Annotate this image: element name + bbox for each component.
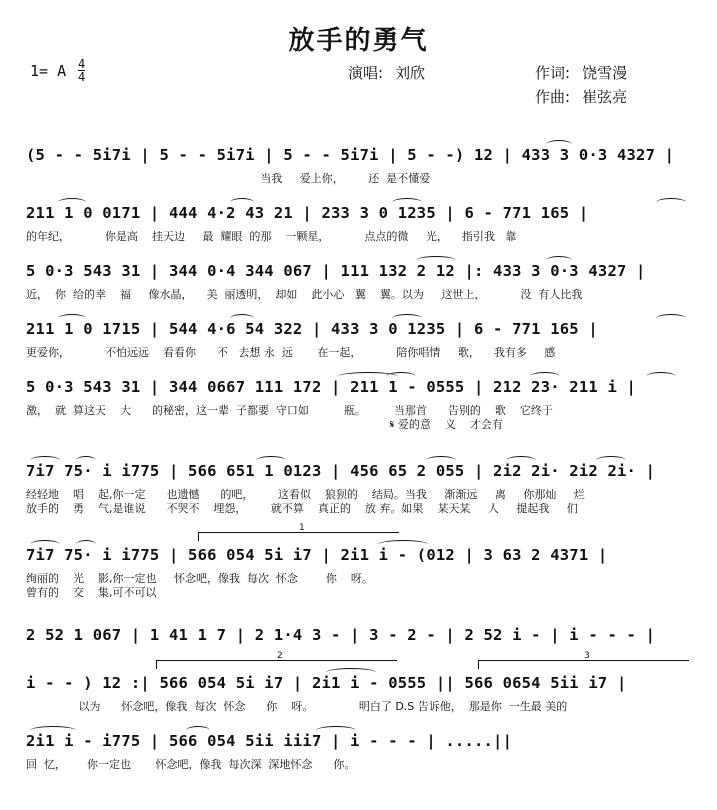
score-line-1 [26, 134, 692, 196]
volta-bracket-2: 2 [156, 660, 397, 669]
lyrics-verse-1: 更爱你， 不怕远远 看看你 不 去想 永 远 在一起， 陪你唱情 歌， 我有多 感 [26, 346, 556, 359]
tie-arc [230, 314, 254, 323]
song-title: 放手的勇气 [288, 26, 429, 56]
composer-credit [535, 86, 627, 107]
tie-arc [530, 372, 560, 381]
tie-arc [30, 456, 60, 465]
time-signature-top: 4 [78, 57, 86, 71]
score-line-7 [26, 523, 692, 599]
score-line-3 [26, 250, 692, 312]
tie-arc [30, 726, 76, 735]
notation: 211 1 0 0171 | 444 4·2 43 21 | 233 3 0 1235 | 6 - 771 165 | [26, 204, 589, 222]
notation: 7i7 75· i i775 | 566 054 5i i7 | 2i1 i - (012 | 3 63 2 4371 | [26, 546, 608, 564]
lyrics-verse-2: 放手的 勇 气,是谁说 不哭不 埋怨， 就不算 真正的 放 弃。如果 某天某 人 提起我 们 [26, 502, 578, 515]
notation: 7i7 75· i i775 | 566 651 1 0123 | 456 65 2 055 | 2i2 2i· 2i2 2i· | [26, 462, 656, 480]
lyrics-verse-1: 绚丽的 光 影,你一定也 怀念吧，像我 每次 怀念 你 呀。 [26, 572, 373, 585]
tie-arc [76, 540, 96, 549]
lyrics-verse-1: 回 忆， 你一定也 怀念吧，像我 每次深 深地怀念 你。 [26, 758, 356, 771]
key-signature: 1= A [30, 62, 67, 80]
lyricist-name: 饶雪漫 [582, 64, 628, 82]
score-line-9 [26, 651, 692, 724]
volta-bracket-1: 1 [198, 532, 399, 541]
volta-bracket-3: 3 [478, 660, 689, 669]
singer-credit [348, 62, 425, 83]
lyrics-verse-2: 曾有的 交 集,可不可以 [26, 586, 157, 599]
tie-arc [30, 540, 60, 549]
singer-name: 刘欣 [395, 64, 426, 82]
tie-arc [58, 198, 86, 207]
tie-arc [58, 314, 86, 323]
score-line-5 [26, 366, 692, 431]
score-line-2 [26, 192, 692, 254]
lyricist-label: 作词: [535, 64, 571, 82]
lyrics-verse-2: 𝄋 爱的意 义 才会有 [26, 418, 503, 431]
tie-arc [656, 198, 686, 207]
lyrics-verse-1: 当我 爱上你， 还 是不懂爱 [26, 172, 431, 185]
tie-arc [546, 256, 572, 265]
notation: 5 0·3 543 31 | 344 0·4 344 067 | 111 132 2 12 |: 433 3 0·3 4327 | [26, 262, 646, 280]
tie-arc [392, 198, 422, 207]
composer-name: 崔弦亮 [582, 88, 628, 106]
notation: 2i1 i - i775 | 566 054 5ii iii7 | i - - - | .....|| [26, 732, 513, 750]
time-signature-bottom: 4 [78, 70, 86, 84]
tie-arc [326, 668, 376, 677]
tie-arc [386, 372, 416, 381]
lyricist-credit [535, 62, 627, 83]
score-line-4 [26, 308, 692, 370]
tie-arc [230, 198, 254, 207]
lyrics-verse-1: 的年纪， 你是高 挂天边 最 耀眼 的那 一颗星， 点点的微 光， 指引我 靠 [26, 230, 517, 243]
tie-arc [416, 256, 456, 265]
tie-arc [316, 726, 356, 735]
composer-label: 作曲: [535, 88, 571, 106]
notation: (5 - - 5i7i | 5 - - 5i7i | 5 - - 5i7i | 5 - -) 12 | 433 3 0·3 4327 | [26, 146, 675, 164]
lyrics-verse-1: 经轻地 唱 起,你一定 也遗憾 的吧， 这看似 狼狈的 结局。当我 渐渐远 离 你那灿 烂 [26, 488, 585, 501]
tie-arc [392, 314, 422, 323]
notation: 211 1 0 1715 | 544 4·6 54 322 | 433 3 0 1235 | 6 - 771 165 | [26, 320, 598, 338]
tie-arc [76, 456, 96, 465]
score-line-6 [26, 450, 692, 515]
score-line-10 [26, 720, 692, 782]
tie-arc [596, 456, 626, 465]
tie-arc [546, 140, 572, 149]
tie-arc [506, 456, 536, 465]
singer-label: 演唱: [348, 64, 384, 82]
tie-arc [256, 456, 286, 465]
notation: 5 0·3 543 31 | 344 0667 111 172 | 211 1 - 0555 | 212 23· 211 i | [26, 378, 637, 396]
tie-arc [656, 314, 686, 323]
lyrics-verse-1: 激， 就 算这天 大 的秘密，这一辈 子都要 守口如 瓶。 当那首 告别的 歌 它终于 [26, 404, 553, 417]
tie-arc [426, 456, 456, 465]
tie-arc [646, 372, 676, 381]
tie-arc [378, 540, 428, 549]
time-signature [78, 58, 85, 83]
tie-arc [186, 726, 210, 735]
notation: 2 52 1 067 | 1 41 1 7 | 2 1·4 3 - | 3 - 2 - | 2 52 i - | i - - - | [26, 626, 656, 644]
lyrics-verse-1: 近， 你 给的幸 福 像水晶， 美 丽透明， 却如 此小心 翼 翼。以为 这世上， 没 有人比我 [26, 288, 583, 301]
notation: i - - ) 12 :| 566 054 5i i7 | 2i1 i - 0555 || 566 0654 5ii i7 | [26, 674, 627, 692]
lyrics-verse-1: 以为 怀念吧，像我 每次 怀念 你 呀。 明白了 D.S 告诉他， 那是你 一生最 美的 [26, 700, 568, 713]
